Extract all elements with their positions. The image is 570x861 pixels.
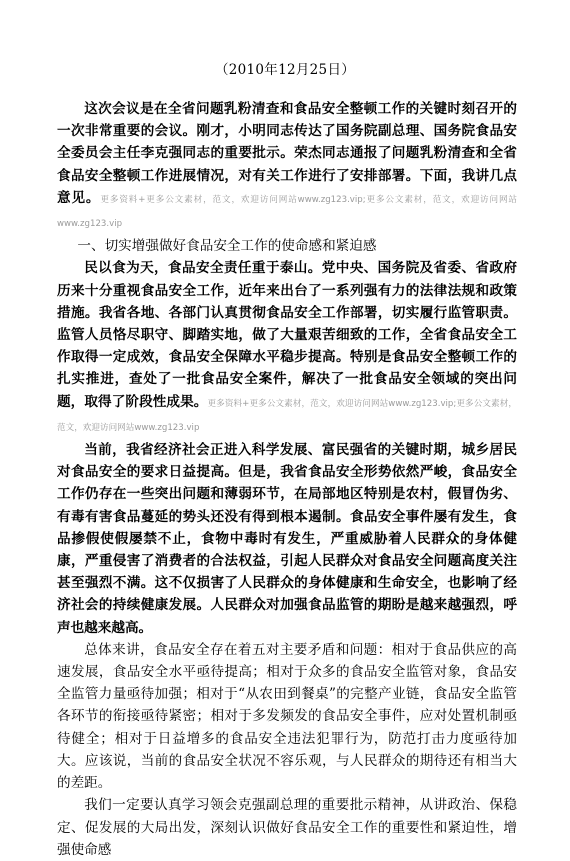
section-heading — [57, 235, 517, 257]
paragraph-text: 当前，我省经济社会正进入科学发展、富民强省的关键时期，城乡居民对食品安全的要求日益提高。但是，我省食品安全形势依然严峻，食品安全工作仍存在一些突出问题和薄弱环节，在局部地区特别是农村，假冒伪劣、有毒有害食品蔓延的势头还没有得到根本遏制。食品安全事件屡有发生，食品掺假使假屡禁不止，食物中毒时有发生，严重威胁着人民群众的身体健康，严重侵害了消费者的合法权益，引起人民群众对食品安全问题高度关注甚至强烈不满。这不仅损害了人民群众的身体健康和生命安全，也影响了经济社会的持续健康发展。人民群众对加强食品监管的期盼是越来越强烈，呼声也越来越高。 — [57, 442, 517, 636]
paragraph-text: 民以食为天，食品安全责任重于泰山。党中央、国务院及省委、省政府历来十分重视食品安全工作，近年来出台了一系列强有力的法律法规和政策措施。我省各地、各部门认真贯彻食品安全工作部署，切实履行监管职责。监管人员恪尽职守、脚踏实地，做了大量艰苦细致的工作，全省食品安全工作取得一定成效，食品安全保障水平稳步提高。特别是食品安全整顿工作的扎实推进，查处了一批食品安全案件，解决了一批食品安全领域的突出问题，取得了阶段性成果。 — [57, 260, 517, 410]
body-paragraph — [57, 639, 517, 794]
intro-paragraph — [57, 98, 517, 235]
body-paragraph — [57, 257, 517, 439]
watermark-text: 更多资料+更多公文素材，范文，欢迎访问网站www.zg123.vip;更多公文素材，范文，欢迎访问网站www.zg123.vip — [57, 398, 518, 433]
document-body — [57, 98, 517, 861]
watermark-text: 更多资料+更多公文素材，范文，欢迎访问网站www.zg123.vip;更多公文素材，范文，欢迎访问网站www.zg123.vip — [57, 194, 518, 230]
body-paragraph — [57, 439, 517, 639]
paragraph-text: 总体来讲，食品安全存在着五对主要矛盾和问题：相对于食品供应的高速发展，食品安全水平亟待提高；相对于众多的食品安全监管对象，食品安全监管力量亟待加强；相对于“从农田到餐桌”的完整产业链，食品安全监管各环节的衔接亟待紧密；相对于多发频发的食品安全事件，应对处置机制亟待健全；相对于日益增多的食品安全违法犯罪行为，防范打击力度亟待加大。应该说，当前的食品安全状况不容乐观，与人民群众的期待还有相当大的差距。 — [57, 641, 517, 792]
heading-text: 一、切实增强做好食品安全工作的使命感和紧迫感 — [77, 238, 377, 255]
paragraph-text: 这次会议是在全省问题乳粉清查和食品安全整顿工作的关键时刻召开的一次非常重要的会议。刚才，小明同志传达了国务院副总理、国务院食品安全委员会主任李克强同志的重要批示。荣杰同志通报了问题乳粉清查和全省食品安全整顿工作进展情况，对有关工作进行了安排部署。下面，我讲几点意见。 — [57, 101, 517, 206]
document-date: （2010年12月25日） — [214, 62, 356, 78]
paragraph-text: 我们一定要认真学习领会克强副总理的重要批示精神，从讲政治、保稳定、促发展的大局出发，深刻认识做好食品安全工作的重要性和紧迫性，增强使命感 — [57, 797, 517, 858]
body-paragraph — [57, 794, 517, 861]
